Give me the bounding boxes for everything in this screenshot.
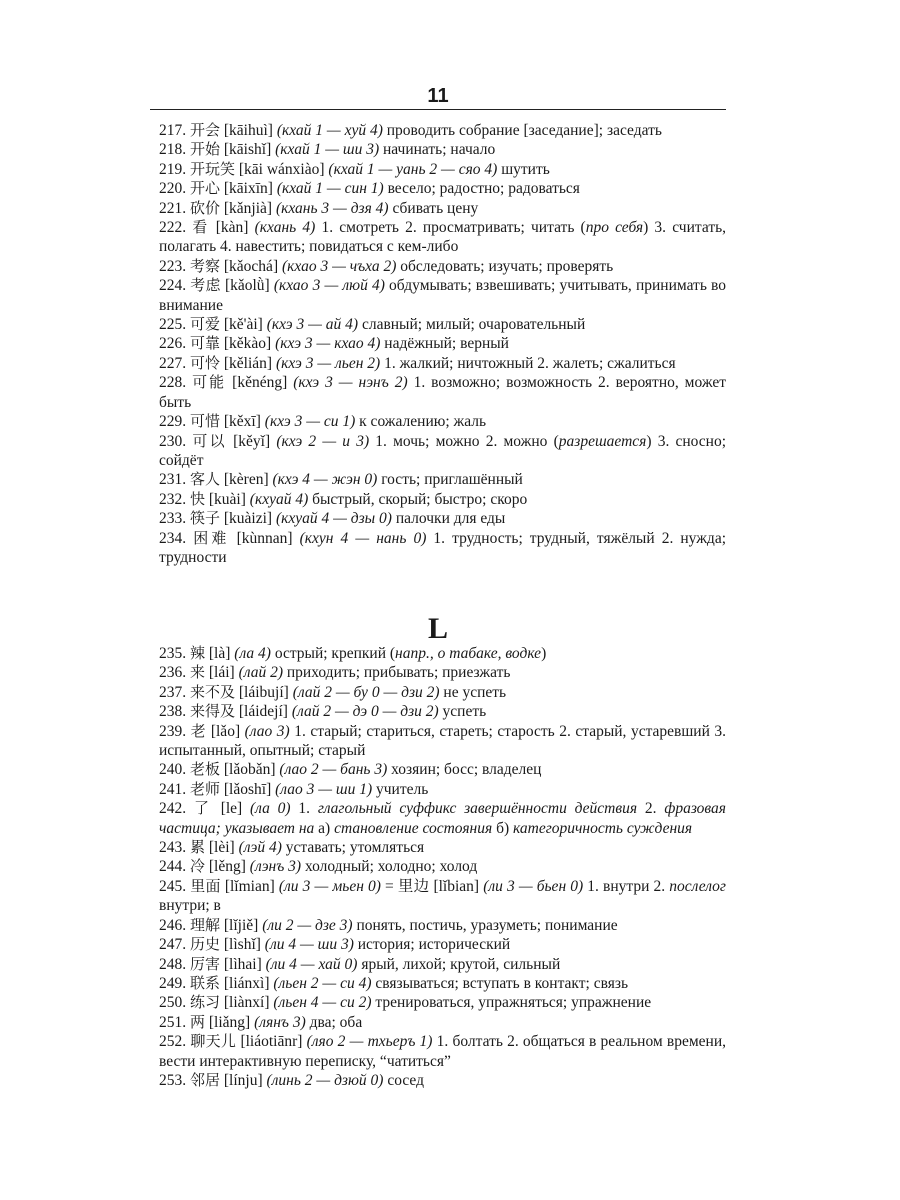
entry-hanzi: 辣 [190, 644, 206, 662]
entry-pinyin: [kāi wánxiào] [238, 160, 325, 178]
entry-italic-note: напр., о табаке, водке [395, 645, 542, 662]
entry-phonetic: (кхай 1 — ши 3) [275, 141, 380, 159]
entry-definition: 1. мочь; можно 2. можно ( [369, 432, 559, 450]
entry-italic-note: категоричность суждения [513, 819, 693, 837]
entry-phonetic: (кхай 1 — хуй 4) [276, 122, 383, 139]
dictionary-entry [159, 1032, 726, 1071]
entry-phonetic: (кхун 4 — нань 0) [299, 529, 427, 547]
entry-definition: острый; крепкий ( [270, 645, 396, 662]
entry-hanzi: 来不及 [190, 682, 236, 701]
entry-phonetic: (ла 4) [234, 645, 271, 662]
entry-number: 233. [159, 510, 187, 528]
entry-definition: 1. [290, 800, 318, 818]
entry-pinyin: [kěkào] [223, 335, 272, 353]
dictionary-entry [159, 935, 726, 954]
entry-definition: 1. трудность; трудный, тяжёлый 2. нужда; трудности [159, 529, 727, 566]
entry-definition: быстрый, скорый; быстро; скоро [308, 490, 528, 508]
entry-hanzi: 了 [193, 799, 213, 818]
entry-pinyin: [lìhai] [223, 955, 262, 973]
entry-pinyin: [lǐmian] [224, 877, 275, 895]
entry-phonetic: (кхао 3 — люй 4) [273, 277, 385, 295]
entry-pinyin: [kùnnan] [236, 529, 293, 547]
entry-hanzi: 联系 [190, 973, 221, 992]
entry-pinyin: [lǐjiě] [223, 916, 259, 934]
entry-number: 234. [159, 529, 187, 547]
entry-pinyin: [lèi] [208, 839, 235, 857]
dictionary-entry [159, 1013, 726, 1032]
entry-hanzi: 困难 [193, 528, 230, 547]
dictionary-entry [159, 257, 726, 276]
entry-definition: два; оба [305, 1013, 363, 1031]
entry-hanzi: 累 [190, 838, 206, 857]
dictionary-entry [159, 722, 726, 761]
entry-phonetic: (кхэ 2 — и 3) [276, 432, 370, 450]
entry-hanzi: 开会 [190, 121, 221, 139]
entry-number: 227. [159, 354, 187, 372]
entry-phonetic: (ли 2 — дзе 3) [262, 916, 353, 934]
entry-phonetic: (кхэ 3 — льен 2) [275, 354, 381, 372]
entry-hanzi: 看 [192, 218, 210, 237]
entry-definition: ) 3. сносно; сойдёт [159, 432, 727, 469]
entry-phonetic: (ли 4 — хай 0) [265, 955, 358, 973]
entry-definition: 1. возможно; возможность 2. вероятно, может быть [159, 374, 727, 411]
entry-hanzi: 两 [190, 1012, 206, 1031]
entry-pinyin: [kǎochá] [223, 257, 279, 275]
entry-pinyin: [le] [220, 800, 243, 818]
entry-number: 231. [159, 471, 187, 489]
entry-hanzi: 可爱 [190, 315, 221, 334]
entry-phonetic: (льен 2 — си 4) [273, 974, 372, 992]
entry-hanzi: 可以 [192, 431, 227, 450]
entry-italic-note: (ли 3 — бьен 0) [483, 877, 584, 895]
entry-definition: внутри; в [159, 897, 221, 915]
dictionary-entry [159, 179, 726, 198]
entry-hanzi: 快 [190, 489, 206, 508]
dictionary-entry [159, 857, 726, 876]
entry-hanzi: 邻居 [190, 1070, 221, 1089]
entry-pinyin: [láibují] [238, 683, 289, 701]
entry-definition: палочки для еды [391, 510, 506, 528]
entry-pinyin: [línju] [223, 1071, 263, 1089]
dictionary-entry [159, 315, 726, 334]
entry-italic-note: глагольный суффикс завершённости действия [317, 800, 638, 818]
dictionary-entry [159, 1071, 726, 1090]
entry-number: 224. [159, 277, 187, 295]
entry-pinyin: [lěng] [208, 858, 246, 876]
entry-number: 242. [159, 800, 187, 818]
entry-pinyin: [liánxì] [223, 974, 270, 992]
entry-definition: б) [492, 819, 514, 837]
dictionary-entry [159, 974, 726, 993]
entry-pinyin: [kǎolǜ] [224, 277, 270, 295]
header-rule [150, 109, 726, 110]
entry-hanzi: 练习 [190, 993, 221, 1012]
entry-number: 225. [159, 316, 187, 334]
entry-number: 235. [159, 645, 187, 662]
entry-definition: к сожалению; жаль [355, 413, 487, 431]
entry-phonetic: (кхэ 4 — жэн 0) [272, 471, 378, 489]
entry-definition: 1. болтать 2. общаться в реальном времени, вести интерактивную переписку, “чатиться” [159, 1033, 726, 1070]
entry-phonetic: (кхэ 3 — кхао 4) [275, 335, 381, 353]
entry-number: 217. [159, 122, 187, 139]
entry-number: 249. [159, 974, 187, 992]
entry-definition: ) 3. считать, полагать 4. навестить; повидаться с кем-либо [159, 219, 727, 256]
entry-number: 219. [159, 160, 187, 178]
entry-pinyin: [kàn] [215, 219, 249, 237]
entry-number: 244. [159, 858, 187, 876]
dictionary-entry [159, 490, 726, 509]
entry-italic-note: послелог [669, 877, 726, 895]
entry-italic-note: фразовая частица; указывает на [159, 800, 726, 837]
entry-number: 247. [159, 936, 187, 954]
entry-hanzi: 客人 [190, 470, 221, 489]
entry-hanzi: 开始 [190, 140, 221, 159]
entry-pinyin: [láidejí] [238, 703, 288, 721]
entry-definition: сосед [383, 1071, 424, 1089]
entry-pinyin: [lǎobǎn] [223, 761, 276, 779]
entry-pinyin: [kěyǐ] [233, 432, 271, 450]
entry-phonetic: (лай 2 — бу 0 — дзи 2) [292, 683, 440, 701]
entry-phonetic: (лао 3 — ши 1) [275, 780, 373, 798]
entry-number: 218. [159, 141, 187, 159]
entry-hanzi: 历史 [190, 935, 221, 954]
entry-number: 238. [159, 703, 187, 721]
entry-hanzi: 老师 [190, 779, 221, 798]
dictionary-entry [159, 412, 726, 431]
entry-number: 246. [159, 916, 187, 934]
dictionary-entry [159, 354, 726, 373]
entry-definition: 1. смотреть 2. просматривать; читать ( [315, 219, 586, 237]
entry-hanzi: 筷子 [190, 509, 221, 528]
entry-definition: 1. внутри 2. [583, 877, 670, 895]
entry-hanzi: 开心 [190, 179, 221, 198]
entry-hanzi: 里面 [190, 876, 221, 895]
dictionary-entry [159, 334, 726, 353]
entry-definition: ) [541, 645, 547, 662]
entry-hanzi: 砍价 [190, 198, 221, 217]
entry-definition: обследовать; изучать; проверять [396, 257, 614, 275]
entry-phonetic: (лэй 4) [238, 839, 282, 857]
entry-definition: = 里边 [lǐbian] [380, 877, 484, 895]
entry-number: 239. [159, 722, 187, 740]
dictionary-entry [159, 529, 726, 568]
entry-pinyin: [lǎo] [210, 722, 241, 740]
entry-number: 237. [159, 683, 187, 701]
entry-pinyin: [kǎnjià] [223, 199, 273, 217]
entry-number: 241. [159, 780, 187, 798]
entry-definition: не успеть [439, 683, 507, 701]
entry-number: 253. [159, 1071, 187, 1089]
entries-list-l [159, 644, 726, 1090]
entry-definition: понять, постичь, уразуметь; понимание [352, 916, 618, 934]
entry-phonetic: (кхай 1 — син 1) [276, 180, 384, 198]
entry-phonetic: (ли 3 — мьен 0) [278, 877, 381, 895]
entry-number: 229. [159, 413, 187, 431]
dictionary-entry [159, 838, 726, 857]
dictionary-entry [159, 702, 726, 721]
entry-pinyin: [kě'ài] [223, 316, 263, 334]
entry-pinyin: [kāixīn] [223, 180, 273, 198]
entries-list-k [159, 121, 726, 567]
entry-pinyin: [liànxí] [223, 994, 270, 1012]
entry-pinyin: [kèren] [223, 471, 269, 489]
dictionary-entry [159, 955, 726, 974]
entry-phonetic: (лао 3) [244, 722, 290, 740]
dictionary-entry [159, 760, 726, 779]
entry-pinyin: [kěnéng] [232, 374, 288, 392]
dictionary-entry [159, 799, 726, 838]
entry-definition: история; исторический [353, 936, 511, 954]
entry-number: 228. [159, 374, 187, 392]
entry-definition: надёжный; верный [380, 335, 509, 353]
dictionary-entry [159, 877, 726, 916]
dictionary-entry [159, 470, 726, 489]
entry-hanzi: 来 [190, 663, 206, 682]
dictionary-entry [159, 432, 726, 471]
entry-phonetic: (кхэ 3 — ай 4) [266, 316, 359, 334]
entry-number: 220. [159, 180, 187, 198]
entry-definition: сбивать цену [388, 199, 479, 217]
entry-italic-note: про себя [585, 219, 644, 237]
entry-number: 236. [159, 664, 187, 682]
entry-hanzi: 来得及 [190, 702, 236, 721]
page-number: 11 [427, 85, 449, 107]
entry-phonetic: (кхэ 3 — нэнъ 2) [293, 374, 408, 392]
entry-phonetic: (кхай 1 — уань 2 — сяо 4) [328, 160, 498, 178]
entry-phonetic: (лянъ 3) [254, 1013, 306, 1031]
entry-pinyin: [kělián] [223, 354, 273, 372]
entry-pinyin: [kuàizi] [223, 510, 273, 528]
entry-number: 251. [159, 1013, 187, 1031]
entry-pinyin: [liǎng] [208, 1013, 251, 1031]
entry-hanzi: 厉害 [190, 954, 221, 973]
entry-hanzi: 可能 [192, 373, 227, 392]
entry-number: 243. [159, 839, 187, 857]
entry-definition: тренироваться, упражняться; упражнение [371, 994, 652, 1012]
section-letter-heading: L [427, 612, 448, 645]
entry-phonetic: (кхуай 4) [249, 490, 309, 508]
dictionary-entry [159, 199, 726, 218]
entry-definition: 2. [637, 800, 665, 818]
entry-number: 245. [159, 877, 187, 895]
entry-hanzi: 老板 [190, 760, 221, 779]
entry-pinyin: [liáotiānr] [240, 1033, 303, 1051]
entry-number: 252. [159, 1033, 187, 1051]
entry-pinyin: [kāishǐ] [223, 141, 272, 159]
entry-definition: ярый, лихой; крутой, сильный [357, 955, 561, 973]
entry-definition: проводить собрание [заседание]; заседать [382, 122, 662, 139]
entry-pinyin: [kěxī] [223, 413, 261, 431]
entry-phonetic: (кхань 4) [254, 219, 316, 237]
entry-number: 230. [159, 432, 187, 450]
entry-number: 240. [159, 761, 187, 779]
entry-phonetic: (ла 0) [250, 800, 291, 818]
entry-phonetic: (лай 2 — дэ 0 — дзи 2) [291, 703, 439, 721]
entry-phonetic: (линь 2 — дзюй 0) [266, 1071, 384, 1089]
dictionary-entry [159, 140, 726, 159]
entry-definition: хозяин; босс; владелец [387, 761, 542, 779]
dictionary-entry [159, 218, 726, 257]
dictionary-entry [159, 644, 726, 663]
entry-definition: гость; приглашённый [377, 471, 523, 489]
entry-hanzi: 可惜 [190, 412, 221, 431]
dictionary-entry [159, 663, 726, 682]
entry-hanzi: 可靠 [190, 334, 221, 353]
entry-phonetic: (кхань 3 — дзя 4) [275, 199, 389, 217]
dictionary-entry [159, 683, 726, 702]
entry-italic-note: разрешается [558, 432, 647, 450]
entry-pinyin: [lǎoshī] [223, 780, 272, 798]
entry-definition: начинать; начало [379, 141, 496, 159]
entry-phonetic: (лай 2) [238, 664, 283, 682]
entry-definition: а) [314, 819, 335, 837]
entry-number: 248. [159, 955, 187, 973]
dictionary-entry [159, 121, 726, 140]
entry-hanzi: 聊天儿 [190, 1032, 237, 1051]
entry-definition: успеть [438, 703, 487, 721]
entry-definition: учитель [372, 780, 429, 798]
entry-pinyin: [là] [208, 645, 231, 662]
entry-definition: обдумывать; взвешивать; учитывать, принимать во внимание [159, 277, 726, 314]
dictionary-entry [159, 993, 726, 1012]
entry-hanzi: 考虑 [190, 276, 221, 295]
entry-pinyin: [kuài] [208, 490, 246, 508]
entry-phonetic: (кхэ 3 — си 1) [264, 413, 356, 431]
entry-phonetic: (лэнъ 3) [249, 858, 302, 876]
dictionary-entry [159, 160, 726, 179]
entry-hanzi: 开玩笑 [190, 159, 236, 178]
entry-definition: связываться; вступать в контакт; связь [371, 974, 629, 992]
entry-definition: славный; милый; очаровательный [358, 316, 586, 334]
dictionary-entry [159, 373, 726, 412]
entry-phonetic: (лао 2 — бань 3) [279, 761, 388, 779]
entry-phonetic: (льен 4 — си 2) [273, 994, 372, 1012]
dictionary-entry [159, 916, 726, 935]
entry-number: 232. [159, 490, 187, 508]
entry-number: 223. [159, 257, 187, 275]
entry-definition: шутить [497, 160, 550, 178]
entry-phonetic: (кхуай 4 — дзы 0) [275, 510, 392, 528]
entry-definition: 1. старый; стариться, стареть; старость 2. старый, устаревший 3. испытанный, опытный; старый [159, 722, 727, 760]
dictionary-entry [159, 509, 726, 528]
entry-pinyin: [kāihuì] [223, 122, 273, 139]
entry-pinyin: [lái] [208, 664, 235, 682]
entry-hanzi: 可怜 [190, 353, 221, 372]
entry-number: 250. [159, 994, 187, 1012]
entry-definition: уставать; утомляться [281, 839, 425, 857]
entry-phonetic: (ли 4 — ши 3) [264, 936, 354, 954]
entry-hanzi: 理解 [190, 915, 221, 934]
entry-hanzi: 老 [190, 721, 207, 740]
entry-definition: холодный; холодно; холод [301, 858, 478, 876]
dictionary-entry [159, 780, 726, 799]
entry-number: 222. [159, 219, 187, 237]
entry-definition: приходить; прибывать; приезжать [283, 664, 511, 682]
dictionary-entry [159, 276, 726, 315]
entry-pinyin: [lìshǐ] [223, 936, 261, 954]
entry-number: 221. [159, 199, 187, 217]
entry-phonetic: (ляо 2 — тхьеръ 1) [306, 1033, 433, 1051]
entry-definition: весело; радостно; радоваться [383, 180, 580, 198]
entry-definition: 1. жалкий; ничтожный 2. жалеть; сжалиться [380, 354, 676, 372]
entry-hanzi: 考察 [190, 256, 221, 275]
entry-italic-note: становление состояния [334, 819, 493, 837]
entry-phonetic: (кхао 3 — чъха 2) [281, 257, 397, 275]
entry-number: 226. [159, 335, 187, 353]
entry-hanzi: 冷 [190, 857, 206, 876]
